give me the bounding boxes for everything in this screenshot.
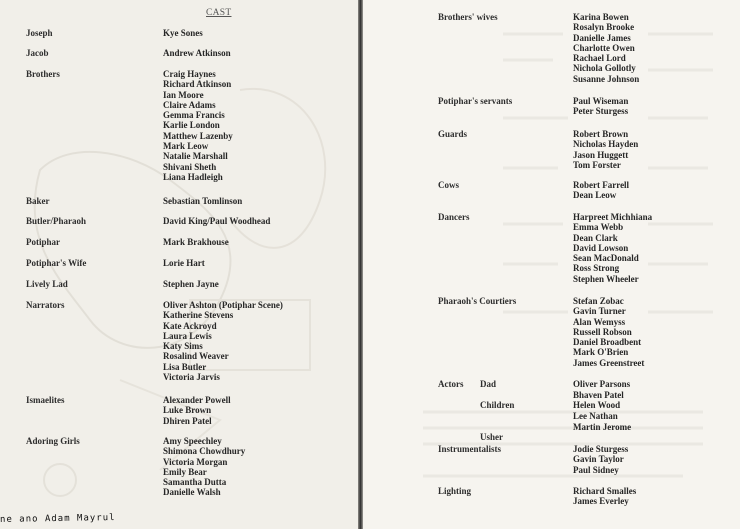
role-label: Joseph xyxy=(26,28,53,38)
cast-name: Emma Webb xyxy=(573,222,624,233)
cast-name: Stefan Zobac xyxy=(573,296,624,306)
cast-name: Liana Hadleigh xyxy=(163,171,223,182)
right-page xyxy=(363,0,740,529)
cast-name: Laura Lewis xyxy=(163,330,212,341)
cast-name: Mark O'Brien xyxy=(573,347,629,358)
role-label: Actors xyxy=(438,379,464,389)
role-label: Guards xyxy=(438,129,468,139)
role-label: Brothers xyxy=(26,69,60,79)
cast-name: Richard Smalles xyxy=(573,486,637,496)
cast-name: Helen Wood xyxy=(573,400,621,411)
cast-name: Danielle Walsh xyxy=(163,487,221,498)
role-label: Jacob xyxy=(26,48,49,58)
handwritten-note: ne ano Adam Mayrul xyxy=(0,512,116,526)
role-label: Potiphar's servants xyxy=(438,96,513,106)
cast-name: Nichola Gollotly xyxy=(573,63,636,74)
role-label: Potiphar's Wife xyxy=(26,258,87,268)
cast-name: Alan Wemyss xyxy=(573,316,626,327)
cast-names xyxy=(573,212,652,284)
cast-name: Charlotte Owen xyxy=(573,42,635,53)
cast-name: Katy Sims xyxy=(163,341,203,352)
cast-name: Luke Brown xyxy=(163,405,212,416)
cast-name: Gemma Francis xyxy=(163,110,225,121)
cast-name: Robert Brown xyxy=(573,129,629,139)
cast-name: Lorie Hart xyxy=(163,258,205,268)
cast-names xyxy=(573,180,629,201)
cast-name: Tom Forster xyxy=(573,159,621,170)
cast-names xyxy=(573,486,636,507)
cast-name: Lee Nathan xyxy=(573,410,618,421)
cast-name: Paul Sidney xyxy=(573,464,619,475)
cast-name: Gavin Taylor xyxy=(573,454,624,465)
cast-name: Karlie London xyxy=(163,120,220,131)
cast-name: Stephen Jayne xyxy=(163,279,219,289)
cast-name: Harpreet Michhiana xyxy=(573,212,653,222)
cast-names xyxy=(573,296,644,368)
cast-name: Kate Ackroyd xyxy=(163,320,217,331)
cast-names xyxy=(163,69,233,182)
cast-name: Danielle James xyxy=(573,32,631,43)
role-label: Pharaoh's Courtiers xyxy=(438,296,517,306)
cast-names xyxy=(573,422,631,432)
cast-name: Stephen Wheeler xyxy=(573,273,639,284)
role-label: Potiphar xyxy=(26,237,61,247)
role-label: Brothers' wives xyxy=(438,12,498,22)
cast-names xyxy=(163,258,205,268)
cast-name: Ian Moore xyxy=(163,89,204,100)
cast-name: Oliver Ashton (Potiphar Scene) xyxy=(163,300,283,310)
cast-name: Dean Leow xyxy=(573,190,617,201)
cast-name: Amy Speechley xyxy=(163,436,222,446)
cast-names xyxy=(163,279,219,289)
cast-names xyxy=(163,237,229,247)
cast-name: Paul Wiseman xyxy=(573,96,629,106)
cast-name: Alexander Powell xyxy=(163,395,231,405)
cast-name: Rosalind Weaver xyxy=(163,351,229,362)
left-page xyxy=(0,0,358,529)
cast-names xyxy=(573,129,638,170)
cast-names xyxy=(573,444,628,475)
role-label: Cows xyxy=(438,180,460,190)
cast-names xyxy=(163,48,231,58)
cast-names xyxy=(163,216,270,226)
cast-name: Susanne Johnson xyxy=(573,73,640,84)
cast-name: Mark Brakhouse xyxy=(163,237,229,247)
cast-name: Shimona Chowdhury xyxy=(163,446,246,457)
cast-name: Sebastian Tomlinson xyxy=(163,196,243,206)
role-label: Dancers xyxy=(438,212,470,222)
role-label: Baker xyxy=(26,196,50,206)
cast-name: Victoria Jarvis xyxy=(163,372,220,383)
cast-name: David King/Paul Woodhead xyxy=(163,216,271,226)
cast-names xyxy=(573,379,630,389)
cast-name: Victoria Morgan xyxy=(163,456,228,467)
cast-name: Martin Jerome xyxy=(573,422,632,432)
cast-name: Gavin Turner xyxy=(573,306,626,317)
cast-name: Samantha Dutta xyxy=(163,477,227,488)
role-label: Lighting xyxy=(438,486,472,496)
cast-name: Emily Bear xyxy=(163,466,207,477)
cast-names xyxy=(163,300,283,382)
cast-name: Dean Clark xyxy=(573,232,618,243)
cast-name: Rosalyn Brooke xyxy=(573,22,635,33)
cast-name: Katherine Stevens xyxy=(163,310,234,321)
cast-names xyxy=(573,12,639,84)
role-label: Lively Lad xyxy=(26,279,68,289)
cast-name: Robert Farrell xyxy=(573,180,630,190)
cast-name: Matthew Lazenby xyxy=(163,130,233,141)
role-label: Butler/Pharaoh xyxy=(26,216,86,226)
cast-names xyxy=(573,390,624,421)
cast-name: Shivani Sheth xyxy=(163,161,217,172)
cast-name: Richard Atkinson xyxy=(163,79,232,90)
role-label: Dad xyxy=(480,379,497,389)
cast-name: Natalie Marshall xyxy=(163,151,228,162)
cast-title: CAST xyxy=(206,8,232,18)
cast-name: Bhaven Patel xyxy=(573,390,624,400)
cast-name: James Greenstreet xyxy=(573,357,645,368)
cast-name: Ross Strong xyxy=(573,263,620,274)
cast-name: Lisa Butler xyxy=(163,361,207,372)
cast-name: Peter Sturgess xyxy=(573,106,629,117)
cast-name: Russell Robson xyxy=(573,326,632,337)
cast-names xyxy=(163,28,203,38)
cast-name: James Everley xyxy=(573,496,629,507)
cast-name: Oliver Parsons xyxy=(573,379,631,389)
cast-name: Craig Haynes xyxy=(163,69,216,79)
role-label: Ismaelites xyxy=(26,395,65,405)
cast-name: Mark Leow xyxy=(163,141,209,152)
cast-name: Nicholas Hayden xyxy=(573,139,639,150)
role-label: Usher xyxy=(480,432,503,442)
role-label: Children xyxy=(480,400,515,410)
cast-name: Kye Sones xyxy=(163,28,203,38)
cast-name: Daniel Broadbent xyxy=(573,337,642,348)
cast-name: Jason Huggett xyxy=(573,149,629,160)
cast-name: Rachael Lord xyxy=(573,53,626,64)
cast-name: Claire Adams xyxy=(163,99,216,110)
cast-name: Andrew Atkinson xyxy=(163,48,231,58)
cast-names xyxy=(573,96,628,117)
role-label: Narrators xyxy=(26,300,65,310)
show-through-text xyxy=(363,0,740,529)
cast-name: Sean MacDonald xyxy=(573,253,639,264)
cast-names xyxy=(163,436,245,498)
role-label: Adoring Girls xyxy=(26,436,80,446)
cast-name: David Lowson xyxy=(573,242,629,253)
cast-name: Dhiren Patel xyxy=(163,415,212,426)
cast-names xyxy=(163,196,242,206)
cast-names xyxy=(163,395,231,426)
role-label: Instrumentalists xyxy=(438,444,502,454)
cast-name: Jodie Sturgess xyxy=(573,444,629,454)
cast-name: Karina Bowen xyxy=(573,12,629,22)
